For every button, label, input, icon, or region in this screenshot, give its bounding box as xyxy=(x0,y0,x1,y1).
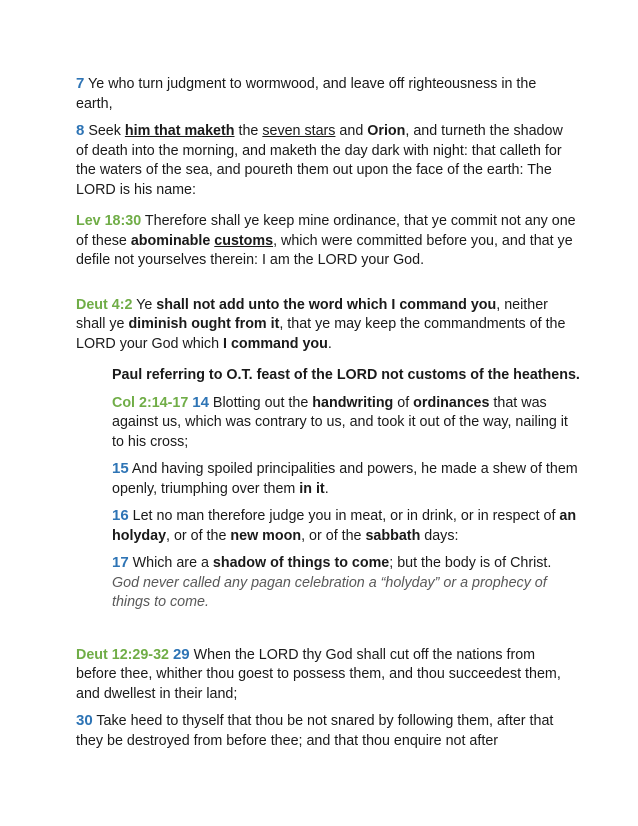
emphasis-text: Orion xyxy=(367,123,406,139)
verse-text: , and turneth the shadow of death into the morning, and maketh the day dark with night: that calleth for the waters of the sea, and poureth them out upon the face of the earth: The LORD is his name: xyxy=(76,123,563,198)
verse-text: , or of the xyxy=(301,527,366,544)
emphasis-text: customs xyxy=(214,232,274,249)
verse-text: Which are a xyxy=(128,555,213,571)
document-body xyxy=(76,74,580,751)
verse-text: Ye who turn judgment to wormwood, and leave off righteousness in the earth, xyxy=(76,76,537,112)
verse-amos-7 xyxy=(76,74,576,114)
verse-number: 14 xyxy=(192,393,209,411)
verse-number: 29 xyxy=(172,645,190,663)
emphasis-text: diminish ought from it xyxy=(128,316,280,332)
verse-text: . xyxy=(327,335,332,352)
verse-text: Therefore shall ye keep mine ordinance, that ye commit not any one of these xyxy=(76,213,576,249)
verse-number: 17 xyxy=(112,554,129,571)
section-heading: Paul referring to O.T. feast of the LORD not customs of the heathens. xyxy=(112,367,580,383)
verse-text: ; but the body is of Christ. xyxy=(389,555,552,571)
scripture-reference: Lev 18:30 xyxy=(76,213,142,229)
verse-text: Take heed to thyself that thou be not snared by following them, after that they be destroyed from before thee; and that thou enquire not after xyxy=(76,713,554,749)
commentary-note: God never called any pagan celebration a “holyday” or a prophecy of things to come. xyxy=(112,574,547,610)
verse-number: 8 xyxy=(76,122,85,139)
verse-text: When the LORD thy God shall cut off the nations from before thee, whither thou goest to possess them, and thou succeedest them, and dwellest in their land; xyxy=(76,646,561,702)
verse-number: 16 xyxy=(112,507,129,524)
verse-text: , or of the xyxy=(166,527,231,544)
scripture-reference: Deut 4:2 xyxy=(76,296,133,313)
verse-text: Let no man therefore judge you in meat, or in drink, or in respect of xyxy=(128,508,560,524)
emphasis-text: shadow of things to come xyxy=(212,555,390,571)
passage-lev-18-30 xyxy=(76,212,576,271)
emphasis-text: him that maketh xyxy=(124,123,235,139)
verse-text: Blotting out the xyxy=(208,394,313,411)
verse-text: Ye xyxy=(132,296,157,313)
verse-col-14 xyxy=(112,393,582,453)
emphasis-text: shall not add unto the word which I command you xyxy=(156,296,497,313)
emphasis-text: abominable xyxy=(130,232,215,249)
emphasis-text: an holyday xyxy=(112,508,577,544)
verse-text: the xyxy=(234,123,263,139)
emphasis-text: in it xyxy=(299,480,325,497)
verse-col-16 xyxy=(112,506,582,546)
emphasis-text: sabbath xyxy=(365,527,421,544)
verse-number: 30 xyxy=(76,712,93,729)
verse-text: and xyxy=(335,123,368,139)
scripture-reference: Col 2:14-17 xyxy=(112,394,189,411)
verse-text: And having spoiled principalities and powers, he made a shew of them openly, triumphing over them xyxy=(112,461,578,497)
verse-text: Seek xyxy=(84,123,125,139)
verse-text: days: xyxy=(420,527,459,544)
verse-text: , which were committed before you, and that ye defile not yourselves therein: I am the LORD your God. xyxy=(76,232,573,268)
verse-number: 7 xyxy=(76,75,85,92)
verse-deut-12-30 xyxy=(76,711,576,751)
emphasis-text: I command you xyxy=(223,335,328,352)
emphasis-text: handwriting xyxy=(312,394,394,411)
verse-number: 15 xyxy=(112,460,129,477)
underlined-text: seven stars xyxy=(262,123,336,139)
verse-deut-12-29 xyxy=(76,645,576,705)
emphasis-text: ordinances xyxy=(413,394,490,411)
emphasis-text: new moon xyxy=(230,527,302,544)
verse-col-17 xyxy=(112,553,582,574)
verse-text: . xyxy=(324,480,329,497)
verse-text: that was against us, which was contrary to us, and took it out of the way, nailing it to his cross; xyxy=(112,394,568,450)
indented-section xyxy=(112,366,582,613)
scripture-reference: Deut 12:29-32 xyxy=(76,646,169,663)
passage-deut-4-2 xyxy=(76,296,576,355)
verse-text: of xyxy=(393,394,414,411)
verse-amos-8 xyxy=(76,121,576,200)
verse-text: , neither shall ye xyxy=(76,296,548,332)
verse-text: , that ye may keep the commandments of the LORD your God which xyxy=(76,316,566,352)
verse-col-15 xyxy=(112,459,582,499)
